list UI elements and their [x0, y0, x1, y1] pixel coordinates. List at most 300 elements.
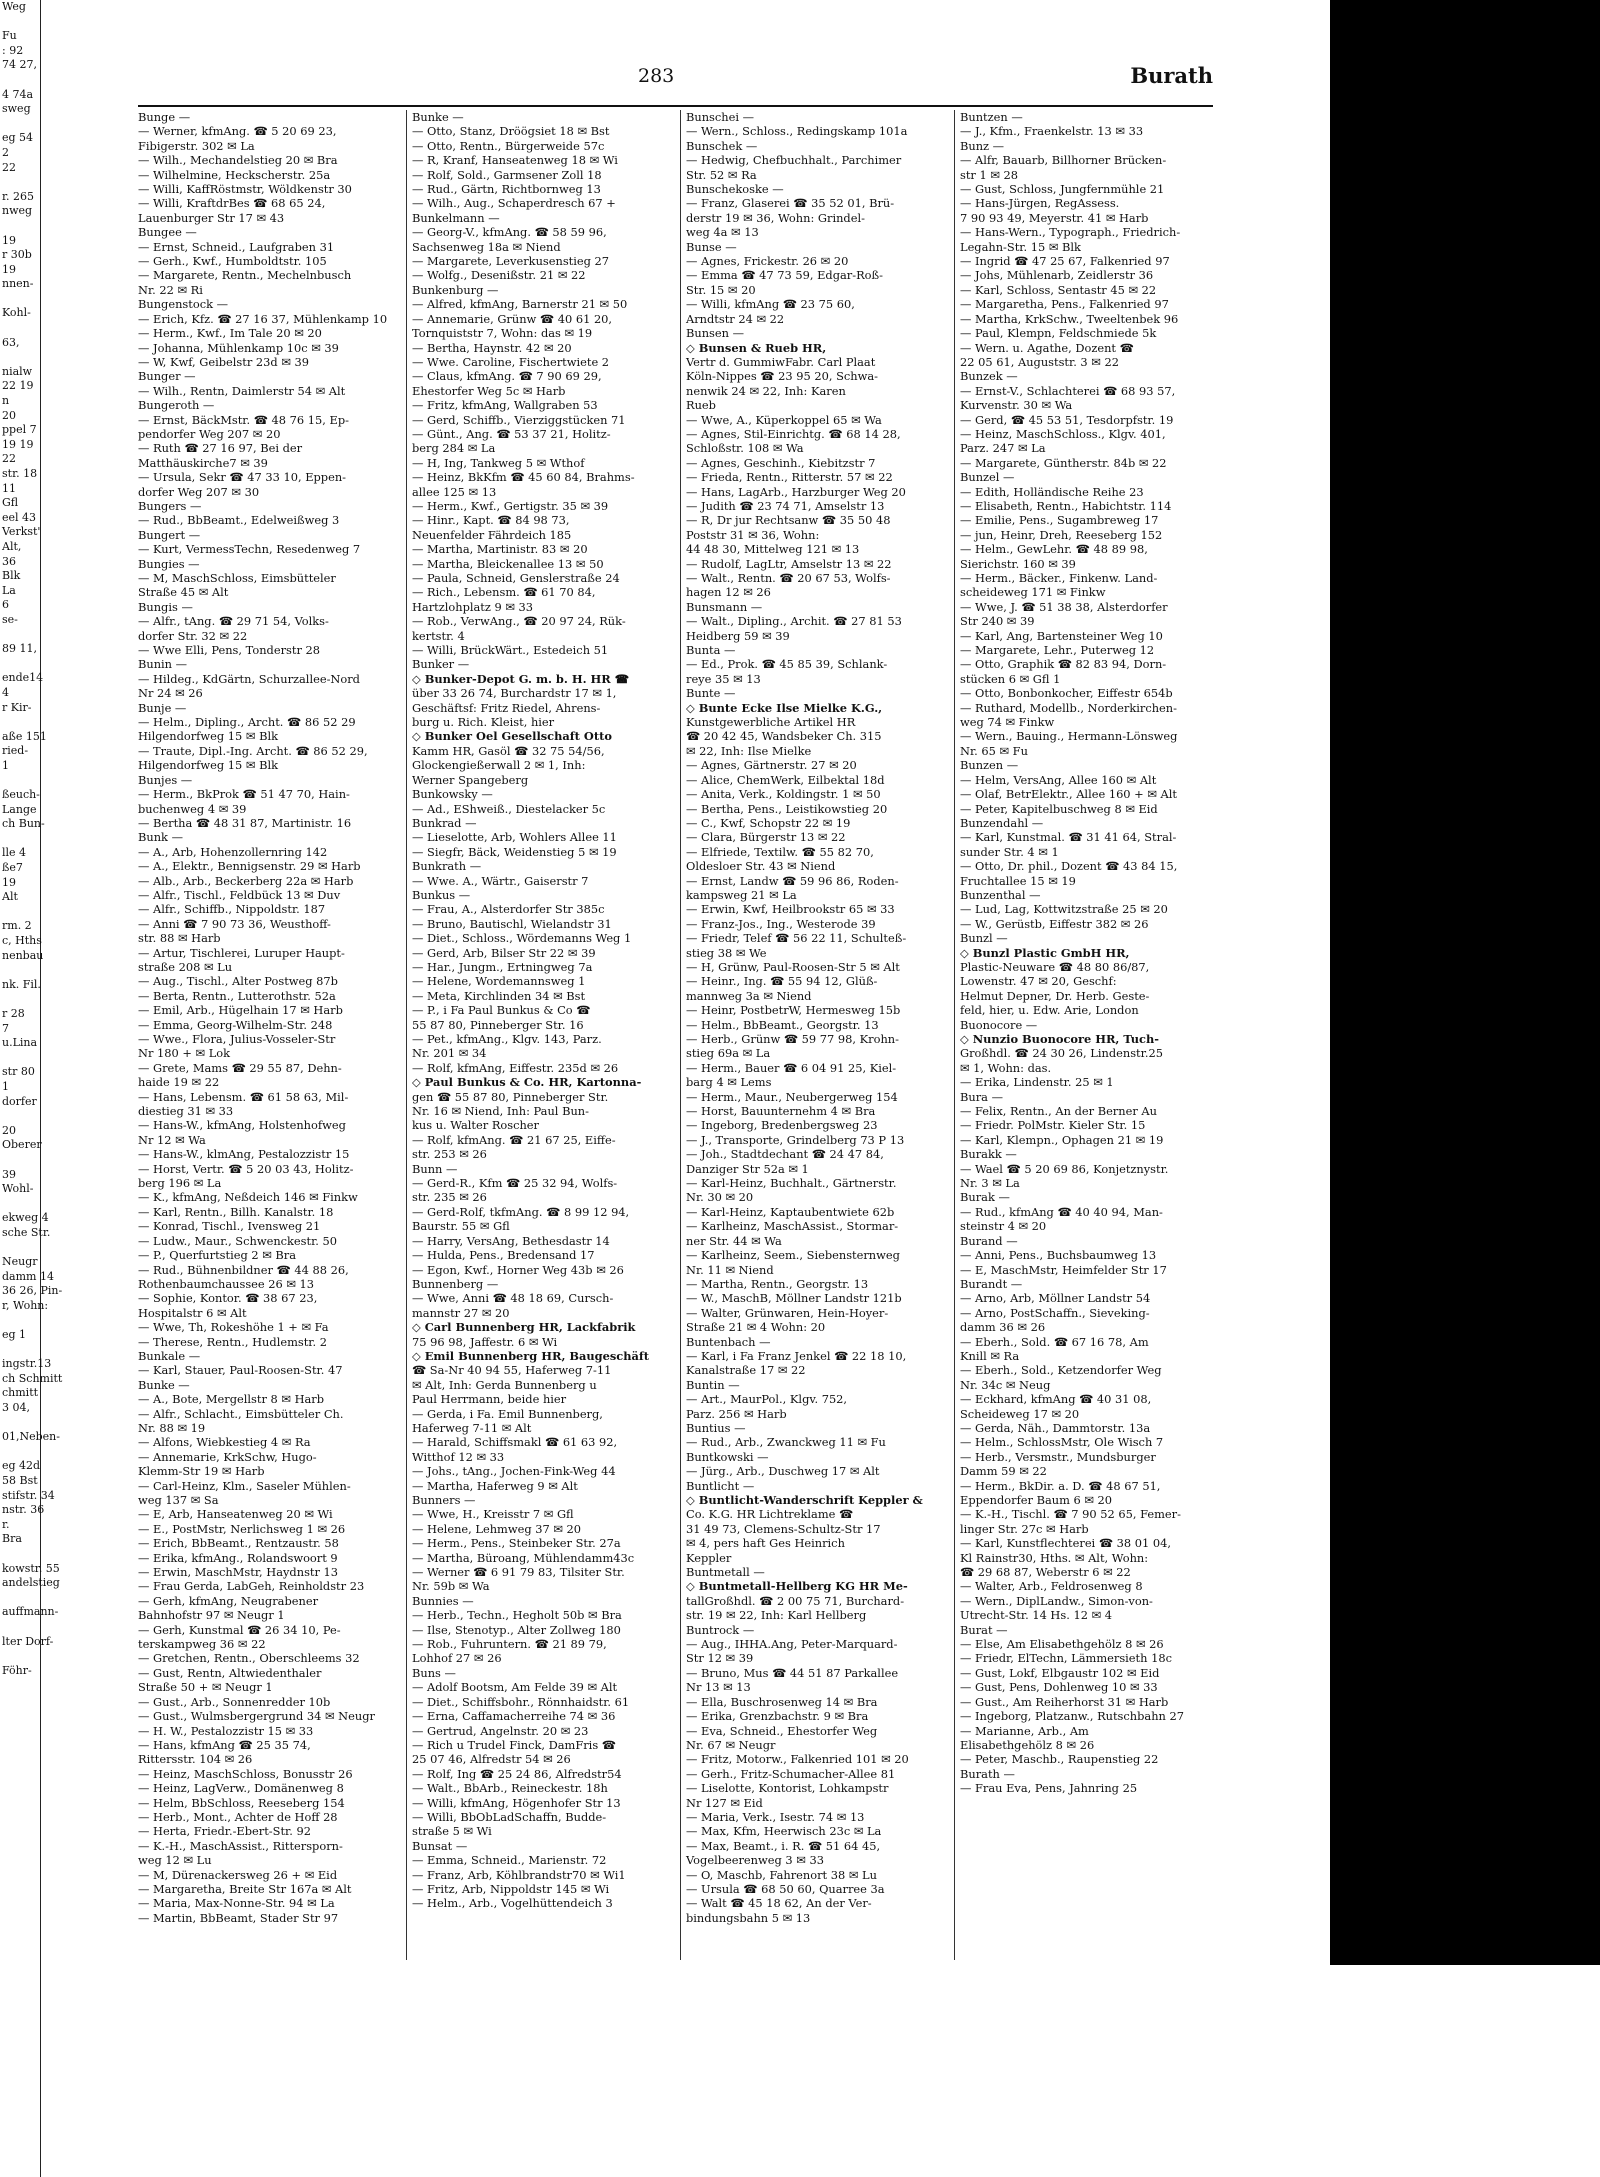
directory-entry-line: Knill ✉ Ra	[960, 1348, 1020, 1363]
directory-entry-line: — Hans-W., klmAng, Pestalozzistr 15	[138, 1147, 350, 1162]
directory-entry-line: Schloßstr. 108 ✉ Wa	[686, 441, 804, 456]
directory-entry-line: Sierichstr. 160 ✉ 39	[960, 556, 1076, 571]
directory-entry-line: — Judith ☎ 23 74 71, Amselstr 13	[686, 498, 885, 513]
directory-entry-line: — Ed., Prok. ☎ 45 85 39, Schlank-	[686, 657, 888, 672]
surname-heading: Bungee —	[138, 225, 197, 240]
running-head: Burath	[1130, 63, 1213, 88]
directory-entry-line: — Willi, KaffRöstmstr, Wöldkenstr 30	[138, 182, 352, 197]
left-fragment-text: Alt,	[2, 539, 22, 553]
directory-entry-line: — Agnes, Frickestr. 26 ✉ 20	[686, 254, 849, 269]
directory-entry-line: Nr. 11 ✉ Niend	[686, 1262, 774, 1277]
directory-entry-line: — Erika, kfmAng., Rolandswoort 9	[138, 1550, 338, 1565]
directory-entry-line: — J., Transporte, Grindelberg 73 P 13	[686, 1132, 905, 1147]
directory-entry-line: kertstr. 4	[412, 628, 465, 643]
directory-entry-line: Arndtstr 24 ✉ 22	[686, 311, 785, 326]
left-fragment-text: 22	[2, 452, 16, 466]
directory-entry-line: — W., Gerüstb, Eiffestr 382 ✉ 26	[960, 916, 1149, 931]
directory-entry-line: — J., Kfm., Fraenkelstr. 13 ✉ 33	[960, 124, 1144, 139]
directory-entry-line: weg 137 ✉ Sa	[138, 1493, 219, 1507]
directory-entry-line: weg 12 ✉ Lu	[138, 1853, 212, 1868]
page-number: 283	[638, 65, 675, 87]
surname-heading: Bunkowsky —	[412, 787, 493, 802]
directory-entry-line: — Har., Jungm., Ertningweg 7a	[412, 959, 593, 974]
directory-entry-line: — K., kfmAng, Neßdeich 146 ✉ Finkw	[138, 1190, 358, 1205]
left-fragment-text: 6	[2, 598, 9, 612]
directory-entry-line: — Wilhelmine, Heckscherstr. 25a	[138, 167, 331, 182]
surname-heading: Buntlicht —	[686, 1478, 755, 1493]
directory-entry-line: mannstr 27 ✉ 20	[412, 1305, 510, 1320]
directory-entry-line: berg 284 ✉ La	[412, 441, 496, 456]
surname-heading: Bunger —	[138, 369, 196, 384]
directory-entry-line: Danziger Str 52a ✉ 1	[686, 1161, 809, 1176]
left-fragment-text: ingstr.13	[2, 1357, 52, 1371]
directory-entry-line: — Frau Gerda, LabGeh, Reinholdstr 23	[138, 1579, 365, 1594]
directory-entry-line: str. 235 ✉ 26	[412, 1190, 487, 1205]
directory-entry-line: — Karl-Heinz, Buchhalt., Gärtnerstr.	[686, 1176, 897, 1191]
left-fragment-text: se-	[2, 612, 18, 626]
directory-entry-line: — Wwe. A., Wärtr., Gaiserstr 7	[412, 873, 589, 888]
left-fragment-text	[0, 1620, 40, 1635]
left-fragment-text: Weg	[2, 0, 26, 13]
directory-entry-line: — Margaretha, Breite Str 167a ✉ Alt	[138, 1881, 352, 1896]
directory-entry-line: — Maria, Verk., Isestr. 74 ✉ 13	[686, 1809, 865, 1824]
directory-entry-line: — Horst, Bauunternehm 4 ✉ Bra	[686, 1104, 876, 1119]
directory-entry-line: — Fritz, kfmAng, Wallgraben 53	[412, 398, 598, 413]
directory-entry-line: — Ernst, Landw ☎ 59 96 86, Roden-	[686, 873, 899, 888]
directory-entry-line: weg 4a ✉ 13	[686, 225, 759, 240]
directory-entry-line: — Helm., SchlossMstr, Ole Wisch 7	[960, 1435, 1164, 1450]
directory-entry-line: derstr 19 ✉ 36, Wohn: Grindel-	[686, 210, 865, 225]
directory-entry-line: — Wilh., Mechandelstieg 20 ✉ Bra	[138, 153, 338, 168]
left-fragment-text: ße7	[2, 861, 23, 875]
directory-entry-line: — Gust., Am Reiherhorst 31 ✉ Harb	[960, 1694, 1169, 1709]
surname-heading: Bunzen —	[960, 758, 1019, 773]
directory-entry-line: — Willi, kfmAng ☎ 23 75 60,	[686, 297, 855, 312]
directory-entry-line: Keppler	[686, 1550, 732, 1565]
directory-entry-line: — Eberh., Sold., Ketzendorfer Weg	[960, 1363, 1162, 1378]
directory-entry-line: steinstr 4 ✉ 20	[960, 1219, 1047, 1234]
directory-entry-line: — Edith, Holländische Reihe 23	[960, 484, 1144, 499]
directory-entry-line: Straße 21 ✉ 4 Wohn: 20	[686, 1320, 826, 1335]
left-fragment-text: 4	[2, 685, 9, 699]
left-page-fragment	[0, 0, 63, 2177]
directory-entry-line: — Bertha, Pens., Leistikowstieg 20	[686, 801, 888, 816]
directory-entry-line: — Werner ☎ 6 91 79 83, Tilsiter Str.	[412, 1565, 625, 1580]
directory-entry-line: — Helm, VersAng, Allee 160 ✉ Alt	[960, 772, 1157, 787]
left-fragment-text: 3 04,	[2, 1401, 30, 1414]
directory-entry-line: — Herm., Maur., Neubergerweg 154	[686, 1089, 898, 1104]
directory-entry-line: ✉ 1, Wohn: das.	[960, 1060, 1052, 1075]
directory-entry-line: — Gust, Schloss, Jungfernmühle 21	[960, 182, 1165, 197]
directory-entry-line: — Wern. u. Agathe, Dozent ☎	[960, 340, 1134, 355]
directory-entry-line: — E, Arb, Hanseatenweg 20 ✉ Wi	[138, 1507, 333, 1522]
left-fragment-text: Gfl	[2, 496, 19, 510]
surname-heading: Bunschek —	[686, 138, 758, 153]
directory-entry-line: straße 208 ✉ Lu	[138, 959, 233, 974]
directory-entry-line: — Hulda, Pens., Bredensand 17	[412, 1248, 595, 1263]
directory-entry-line: — Helm., BbBeamt., Georgstr. 13	[686, 1017, 879, 1032]
directory-entry-line: — Walter, Arb., Feldrosenweg 8	[960, 1579, 1143, 1594]
directory-entry-line: — Werner, kfmAng. ☎ 5 20 69 23,	[138, 124, 337, 139]
surname-heading: Bunz —	[960, 138, 1005, 153]
directory-entry-line: — Diet., Schiffsbohr., Rönnhaidstr. 61	[412, 1694, 630, 1709]
directory-entry-line: stücken 6 ✉ Gfl 1	[960, 671, 1061, 686]
directory-entry-line: ☎ 29 68 87, Weberstr 6 ✉ 22	[960, 1565, 1131, 1580]
directory-entry-line: — Rud., Gärtn, Richtbornweg 13	[412, 182, 601, 197]
directory-entry-line: — Günt., Ang. ☎ 53 37 21, Holitz-	[412, 426, 611, 441]
directory-entry-line: — Helene, Lehmweg 37 ✉ 20	[412, 1521, 582, 1536]
directory-entry-line: — Kurt, VermessTechn, Resedenweg 7	[138, 542, 361, 557]
directory-entry-line: — Rolf, kfmAng, Eiffestr. 235d ✉ 26	[412, 1060, 619, 1075]
directory-entry-line: scheideweg 171 ✉ Finkw	[960, 585, 1106, 600]
directory-entry-line: str. 88 ✉ Harb	[138, 931, 221, 946]
left-fragment-text: str 80	[2, 1065, 35, 1079]
left-fragment-text	[0, 715, 40, 730]
directory-entry-line: — Gerda, i Fa. Emil Bunnenberg,	[412, 1406, 603, 1421]
left-fragment-text: lle 4	[2, 846, 27, 860]
left-fragment-text: ekweg 4	[2, 1211, 49, 1225]
directory-entry-line: — E., PostMstr, Nerlichsweg 1 ✉ 26	[138, 1521, 346, 1536]
directory-entry-line: — Wwe, Anni ☎ 48 18 69, Cursch-	[412, 1291, 614, 1306]
directory-entry-line: — Bruno, Mus ☎ 44 51 87 Parkallee	[686, 1665, 899, 1680]
directory-entry-line: — Friedr. PolMstr. Kieler Str. 15	[960, 1118, 1146, 1133]
directory-entry-line: — Karl, Stauer, Paul-Roosen-Str. 47	[138, 1363, 343, 1378]
directory-entry-line: ◇ Paul Bunkus & Co. HR, Kartonna-	[412, 1075, 642, 1090]
directory-entry-line: — Siegfr, Bäck, Weidenstieg 5 ✉ 19	[412, 844, 617, 859]
directory-entry-line: — Eckhard, kfmAng ☎ 40 31 08,	[960, 1392, 1152, 1407]
left-fragment-text: Wohl-	[2, 1182, 34, 1196]
directory-entry-line: — Harry, VersAng, Bethesdastr 14	[412, 1233, 610, 1248]
directory-entry-line: — Walt., Rentn. ☎ 20 67 53, Wolfs-	[686, 571, 891, 585]
left-fragment-text: Verkst'	[2, 525, 41, 539]
directory-entry-line: — Agnes, Gärtnerstr. 27 ✉ 20	[686, 758, 857, 773]
directory-entry-line: — Gerda, Näh., Dammtorstr. 13a	[960, 1420, 1151, 1435]
directory-entry-line: — Erika, Lindenstr. 25 ✉ 1	[960, 1075, 1114, 1090]
directory-entry-line: 25 07 46, Alfredstr 54 ✉ 26	[412, 1752, 571, 1767]
directory-entry-line: damm 36 ✉ 26	[960, 1320, 1046, 1335]
directory-entry-line: — Johanna, Mühlenkamp 10c ✉ 39	[138, 340, 339, 355]
directory-entry-line: — Therese, Rentn., Hudlemstr. 2	[138, 1334, 327, 1349]
directory-entry-line: — Karl, i Fa Franz Jenkel ☎ 22 18 10,	[686, 1348, 907, 1363]
column-2	[412, 110, 672, 1970]
directory-entry-line: Nr. 65 ✉ Fu	[960, 743, 1028, 758]
left-fragment-text: 58 Bst	[2, 1473, 38, 1487]
surname-heading: Bunschei —	[686, 110, 754, 124]
header-rule	[138, 105, 1213, 107]
directory-entry-line: — Erika, Grenzbachstr. 9 ✉ Bra	[686, 1709, 869, 1724]
left-fragment-text: : 92	[2, 43, 24, 57]
directory-entry-line: ◇ Bunzl Plastic GmbH HR,	[960, 945, 1130, 960]
directory-entry-line: — Erwin, Kwf, Heilbrookstr 65 ✉ 33	[686, 902, 895, 917]
directory-entry-line: — Karl, Kunstflechterei ☎ 38 01 04,	[960, 1536, 1171, 1551]
directory-entry-line: Fibigerstr. 302 ✉ La	[138, 138, 255, 153]
directory-entry-line: Glockengießerwall 2 ✉ 1, Inh:	[412, 758, 586, 773]
left-fragment-text: dorfer	[2, 1094, 37, 1108]
directory-entry-line: Kunstgewerbliche Artikel HR	[686, 715, 856, 730]
directory-entry-line: — Heinr, PostbetrW, Hermesweg 15b	[686, 1003, 901, 1018]
directory-entry-line: — Margarete, Rentn., Mechelnbusch	[138, 268, 352, 283]
directory-entry-line: — Karl, Schloss, Sentastr 45 ✉ 22	[960, 282, 1157, 297]
left-fragment-text: Kohl-	[2, 306, 31, 320]
directory-entry-line: — Karlheinz, MaschAssist., Stormar-	[686, 1219, 899, 1234]
column-1	[138, 110, 398, 1970]
directory-entry-line: — Helm., Arb., Vogelhüttendeich 3	[412, 1896, 613, 1911]
directory-entry-line: Elisabethgehölz 8 ✉ 26	[960, 1737, 1095, 1752]
directory-entry-line: Nr 24 ✉ 26	[138, 686, 203, 701]
left-fragment-text	[0, 628, 40, 643]
left-fragment-text	[0, 1197, 40, 1212]
directory-entry-line: — Lud, Lag, Kottwitzstraße 25 ✉ 20	[960, 902, 1168, 917]
directory-entry-line: dorfer Str. 32 ✉ 22	[138, 628, 248, 643]
left-fragment-text: nenbau	[2, 948, 44, 962]
directory-entry-line: — Ernst-V., Schlachterei ☎ 68 93 57,	[960, 383, 1176, 398]
directory-entry-line: — Max, Beamt., i. R. ☎ 51 64 45,	[686, 1838, 881, 1853]
directory-entry-line: — Erna, Caffamacherreihe 74 ✉ 36	[412, 1709, 616, 1724]
directory-entry-line: — Gerh., Kwf., Humboldtstr. 105	[138, 254, 327, 269]
directory-entry-line: — Herm., Bäcker., Finkenw. Land-	[960, 571, 1158, 585]
directory-entry-line: ✉ Alt, Inh: Gerda Bunnenberg u	[412, 1377, 597, 1392]
directory-entry-line: — Herm., Bauer ☎ 6 04 91 25, Kiel-	[686, 1060, 897, 1075]
directory-entry-line: — H, Grünw, Paul-Roosen-Str 5 ✉ Alt	[686, 959, 900, 974]
directory-entry-line: — Meta, Kirchlinden 34 ✉ Bst	[412, 988, 586, 1003]
directory-entry-line: — Aug., Tischl., Alter Postweg 87b	[138, 974, 338, 989]
directory-entry-line: Kl Rainstr30, Hths. ✉ Alt, Wohn:	[960, 1550, 1149, 1565]
left-fragment-text	[0, 832, 40, 847]
directory-entry-line: — Arno, PostSchaffn., Sieveking-	[960, 1305, 1150, 1320]
directory-entry-line: — Wern., Bauing., Hermann-Lönsweg	[960, 729, 1178, 744]
directory-entry-line: ◇ Carl Bunnenberg HR, Lackfabrik	[412, 1320, 636, 1335]
surname-heading: Bunse —	[686, 239, 737, 254]
directory-entry-line: — Franz, Arb, Köhlbrandstr70 ✉ Wi1	[412, 1867, 626, 1882]
directory-entry-line: 7 90 93 49, Meyerstr. 41 ✉ Harb	[960, 210, 1149, 225]
directory-entry-line: buchenweg 4 ✉ 39	[138, 801, 247, 816]
directory-entry-line: — W., MaschB, Möllner Landstr 121b	[686, 1291, 902, 1306]
left-fragment-text: La	[2, 583, 16, 597]
directory-entry-line: — Martin, BbBeamt, Stader Str 97	[138, 1910, 339, 1925]
directory-entry-line: Legahn-Str. 15 ✉ Blk	[960, 239, 1081, 254]
directory-entry-line: ◇ Buntmetall-Hellberg KG HR Me-	[686, 1579, 908, 1594]
directory-entry-line: Rueb	[686, 398, 716, 413]
directory-entry-line: — Claus, kfmAng. ☎ 7 90 69 29,	[412, 369, 602, 384]
left-fragment-text	[0, 1649, 40, 1664]
surname-heading: Buonocore —	[960, 1017, 1038, 1032]
directory-entry-line: — Wern., Schloss., Redingskamp 101a	[686, 124, 908, 139]
directory-entry-line: — Walt., BbArb., Reineckestr. 18h	[412, 1781, 608, 1796]
surname-heading: Bunsat —	[412, 1838, 468, 1853]
directory-entry-line: Nr. 3 ✉ La	[960, 1176, 1020, 1191]
left-fragment-text	[0, 1153, 40, 1168]
directory-entry-line: hagen 12 ✉ 26	[686, 585, 771, 600]
column-divider	[954, 110, 955, 1960]
left-fragment-text: 1	[2, 1079, 9, 1093]
directory-entry-line: — R, Dr jur Rechtsanw ☎ 35 50 48	[686, 513, 891, 528]
directory-entry-line: — Rud., kfmAng ☎ 40 40 94, Man-	[960, 1204, 1163, 1219]
directory-entry-line: — Gust, Rentn, Altwiedenthaler	[138, 1665, 322, 1680]
directory-entry-line: — Ad., EShweiß., Diestelacker 5c	[412, 801, 606, 816]
directory-entry-line: bindungsbahn 5 ✉ 13	[686, 1910, 811, 1925]
directory-entry-line: — Herm., Kwf., Gertigstr. 35 ✉ 39	[412, 498, 609, 513]
directory-entry-line: ner Str. 44 ✉ Wa	[686, 1233, 782, 1248]
directory-entry-line: — Erwin, MaschMstr, Haydnstr 13	[138, 1565, 339, 1580]
surname-heading: Burakk —	[960, 1147, 1017, 1162]
surname-heading: Buntzen —	[960, 110, 1023, 124]
directory-entry-line: — Herta, Friedr.-Ebert-Str. 92	[138, 1824, 311, 1839]
directory-entry-line: Haferweg 7-11 ✉ Alt	[412, 1420, 532, 1435]
directory-entry-line: reye 35 ✉ 13	[686, 671, 761, 686]
left-fragment-text: eel 43	[2, 510, 37, 524]
directory-entry-line: — Elfriede, Textilw. ☎ 55 82 70,	[686, 844, 874, 859]
directory-entry-line: ◇ Buntlicht-Wanderschrift Keppler &	[686, 1493, 923, 1507]
directory-entry-line: stieg 69a ✉ La	[686, 1046, 771, 1061]
directory-entry-line: terskampweg 36 ✉ 22	[138, 1637, 266, 1652]
directory-entry-line: — Hans-Wern., Typograph., Friedrich-	[960, 225, 1181, 240]
directory-entry-line: — Elisabeth, Rentn., Habichtstr. 114	[960, 498, 1172, 513]
directory-entry-line: — Rob., VerwAng., ☎ 20 97 24, Rük-	[412, 614, 626, 629]
left-fragment-text: ch Schmitt	[2, 1371, 63, 1385]
directory-entry-line: — A., Elektr., Bennigsenstr. 29 ✉ Harb	[138, 859, 361, 874]
directory-entry-line: — Else, Am Elisabethgehölz 8 ✉ 26	[960, 1637, 1164, 1652]
left-fragment-text: nk. Fil.	[2, 977, 41, 991]
directory-entry-line: — Peter, Kapitelbuschweg 8 ✉ Eid	[960, 801, 1158, 816]
directory-entry-line: — Fritz, Arb, Nippoldstr 145 ✉ Wi	[412, 1881, 610, 1896]
directory-entry-line: ✉ 22, Inh: Ilse Mielke	[686, 743, 812, 758]
directory-entry-line: — Herm., Kwf., Im Tale 20 ✉ 20	[138, 326, 322, 341]
directory-entry-line: Paul Herrmann, beide hier	[412, 1392, 567, 1407]
directory-entry-line: — Wwe, H., Kreisstr 7 ✉ Gfl	[412, 1507, 574, 1522]
surname-heading: Bunsmann —	[686, 599, 763, 614]
column-3	[686, 110, 946, 1970]
directory-entry-line: Str. 15 ✉ 20	[686, 282, 756, 297]
directory-entry-line: Str 12 ✉ 39	[686, 1651, 754, 1666]
directory-entry-line: — Alfr., Schiffb., Nippoldstr. 187	[138, 902, 326, 917]
directory-entry-line: str 1 ✉ 28	[960, 167, 1019, 182]
directory-entry-line: — Rud., Arb., Zwanckweg 11 ✉ Fu	[686, 1435, 886, 1450]
directory-entry-line: Matthäuskirche7 ✉ 39	[138, 455, 268, 470]
left-fragment-text	[0, 1240, 40, 1255]
directory-entry-line: — Wolfg., Desenißstr. 21 ✉ 22	[412, 268, 586, 283]
surname-heading: Burandt —	[960, 1276, 1023, 1291]
left-fragment-text: sweg	[2, 102, 31, 116]
left-fragment-text: damm 14	[2, 1269, 54, 1283]
directory-entry-line: — Karlheinz, Seem., Siebensternweg	[686, 1248, 900, 1263]
left-fragment-text: 20	[2, 408, 16, 422]
directory-entry-line: — Helene, Wordemannsweg 1	[412, 974, 586, 989]
surname-heading: Bunzendahl —	[960, 815, 1044, 830]
directory-entry-line: — Heinr., Ing. ☎ 55 94 12, Glüß-	[686, 974, 878, 989]
left-fragment-text: 7	[2, 1021, 9, 1035]
directory-entry-line: — Martha, Bleickenallee 13 ✉ 50	[412, 556, 604, 571]
surname-heading: Buntenbach —	[686, 1334, 771, 1349]
surname-heading: Bungert —	[138, 527, 201, 542]
directory-entry-line: — Marianne, Arb., Am	[960, 1723, 1089, 1738]
left-fragment-text: eg 42d	[2, 1459, 41, 1473]
directory-entry-line: — Alfr., tAng. ☎ 29 71 54, Volks-	[138, 614, 329, 629]
directory-entry-line: ☎ 20 42 45, Wandsbeker Ch. 315	[686, 729, 882, 744]
directory-entry-line: — Sophie, Kontor. ☎ 38 67 23,	[138, 1291, 318, 1306]
directory-entry-line: — Arno, Arb, Möllner Landstr 54	[960, 1291, 1151, 1306]
directory-entry-line: — O, Maschb, Fahrenort 38 ✉ Lu	[686, 1867, 877, 1882]
directory-entry-line: — W, Kwf, Geibelstr 23d ✉ 39	[138, 354, 309, 369]
directory-entry-line: — Rolf, kfmAng. ☎ 21 67 25, Eiffe-	[412, 1132, 616, 1147]
directory-entry-line: — Paul, Klempn, Feldschmiede 5k	[960, 326, 1157, 341]
left-fragment-text: eg 54	[2, 131, 34, 145]
directory-entry-line: 22 05 61, Auguststr. 3 ✉ 22	[960, 354, 1119, 369]
directory-entry-line: — Rudolf, LagLtr, Amselstr 13 ✉ 22	[686, 556, 892, 571]
left-fragment-text: str. 18	[2, 467, 38, 480]
directory-entry-line: kampsweg 21 ✉ La	[686, 887, 797, 902]
directory-entry-line: str. 253 ✉ 26	[412, 1147, 487, 1162]
directory-entry-line: Großhdl. ☎ 24 30 26, Lindenstr.25	[960, 1046, 1163, 1061]
directory-entry-line: — Pet., kfmAng., Klgv. 143, Parz.	[412, 1032, 602, 1046]
surname-heading: Bunkrath —	[412, 859, 482, 874]
directory-entry-line: — Wwe, Th, Rokeshöhe 1 + ✉ Fa	[138, 1320, 329, 1335]
directory-entry-line: — Frieda, Rentn., Ritterstr. 57 ✉ 22	[686, 470, 893, 485]
directory-entry-line: — Annemarie, Grünw ☎ 40 61 20,	[412, 311, 613, 326]
directory-entry-line: tallGroßhdl. ☎ 2 00 75 71, Burchard-	[686, 1593, 905, 1608]
surname-heading: Bunk —	[138, 830, 183, 845]
directory-entry-line: — Ingeborg, Platzanw., Rutschbahn 27	[960, 1709, 1184, 1724]
left-fragment-text: ßeuch-	[2, 788, 40, 802]
left-fragment-text	[0, 321, 40, 336]
directory-entry-line: 55 87 80, Pinneberger Str. 16	[412, 1017, 584, 1032]
directory-entry-line: Kanalstraße 17 ✉ 22	[686, 1363, 806, 1378]
left-fragment-text: Lange	[2, 802, 37, 816]
left-fragment-text: chmitt	[2, 1386, 39, 1400]
surname-heading: Bunzl —	[960, 931, 1008, 946]
left-fragment-text: u.Lina	[2, 1036, 38, 1050]
surname-heading: Bunkale —	[138, 1348, 201, 1363]
directory-entry-line: — Emil, Arb., Hügelhain 17 ✉ Harb	[138, 1003, 343, 1018]
left-fragment-text: auffmann-	[2, 1605, 59, 1619]
left-fragment-text: 11	[2, 481, 16, 495]
directory-entry-line: — A., Bote, Mergellstr 8 ✉ Harb	[138, 1392, 325, 1407]
directory-entry-line: pendorfer Weg 207 ✉ 20	[138, 426, 281, 441]
left-fragment-text	[0, 1445, 40, 1460]
directory-entry-line: — Friedr, ElTechn, Lämmersieth 18c	[960, 1651, 1172, 1666]
directory-entry-line: Vogelbeerenweg 3 ✉ 33	[686, 1853, 824, 1868]
directory-entry-line: — Max, Kfm, Heerwisch 23c ✉ La	[686, 1824, 882, 1839]
directory-entry-line: — Gerd, ☎ 45 53 51, Tesdorpfstr. 19	[960, 412, 1174, 427]
directory-entry-line: — Clara, Bürgerstr 13 ✉ 22	[686, 830, 846, 845]
left-fragment-text	[0, 350, 40, 365]
directory-entry-line: Nr 13 ✉ 13	[686, 1680, 751, 1695]
directory-entry-line: straße 5 ✉ Wi	[412, 1824, 492, 1839]
directory-entry-line: — Martha, Martinistr. 83 ✉ 20	[412, 542, 588, 557]
surname-heading: Bunkrad —	[412, 815, 477, 830]
surname-heading: Bunke —	[412, 110, 464, 124]
directory-entry-line: Nr 180 + ✉ Lok	[138, 1046, 231, 1061]
directory-entry-line: — Herb., Versmstr., Mundsburger	[960, 1449, 1156, 1464]
directory-entry-line: — P., Querfurtstieg 2 ✉ Bra	[138, 1248, 297, 1263]
left-fragment-text: 63,	[2, 335, 20, 349]
directory-page	[138, 55, 1213, 1975]
directory-entry-line: — Gust., Wulmsbergergrund 34 ✉ Neugr	[138, 1709, 375, 1724]
left-fragment-text	[0, 963, 40, 978]
directory-entry-line: — Margarete, Leverkusenstieg 27	[412, 254, 610, 269]
directory-entry-line: stieg 38 ✉ We	[686, 945, 767, 960]
surname-heading: Bunnenberg —	[412, 1276, 499, 1291]
directory-entry-line: Geschäftsf: Fritz Riedel, Ahrens-	[412, 700, 601, 715]
directory-entry-line: — M, Dürenackersweg 26 + ✉ Eid	[138, 1867, 338, 1882]
directory-entry-line: Nr. 22 ✉ Ri	[138, 282, 203, 297]
left-fragment-text	[0, 1051, 40, 1066]
directory-entry-line: — Konrad, Tischl., Ivensweg 21	[138, 1219, 321, 1234]
directory-entry-line: — Grete, Mams ☎ 29 55 87, Dehn-	[138, 1060, 342, 1075]
directory-entry-line: — Lieselotte, Arb, Wohlers Allee 11	[412, 830, 617, 845]
directory-entry-line: ◇ Nunzio Buonocore HR, Tuch-	[960, 1032, 1160, 1046]
directory-entry-line: ✉ 4, pers haft Ges Heinrich	[686, 1536, 845, 1551]
directory-entry-line: — Paula, Schneid, Genslerstraße 24	[412, 571, 620, 585]
